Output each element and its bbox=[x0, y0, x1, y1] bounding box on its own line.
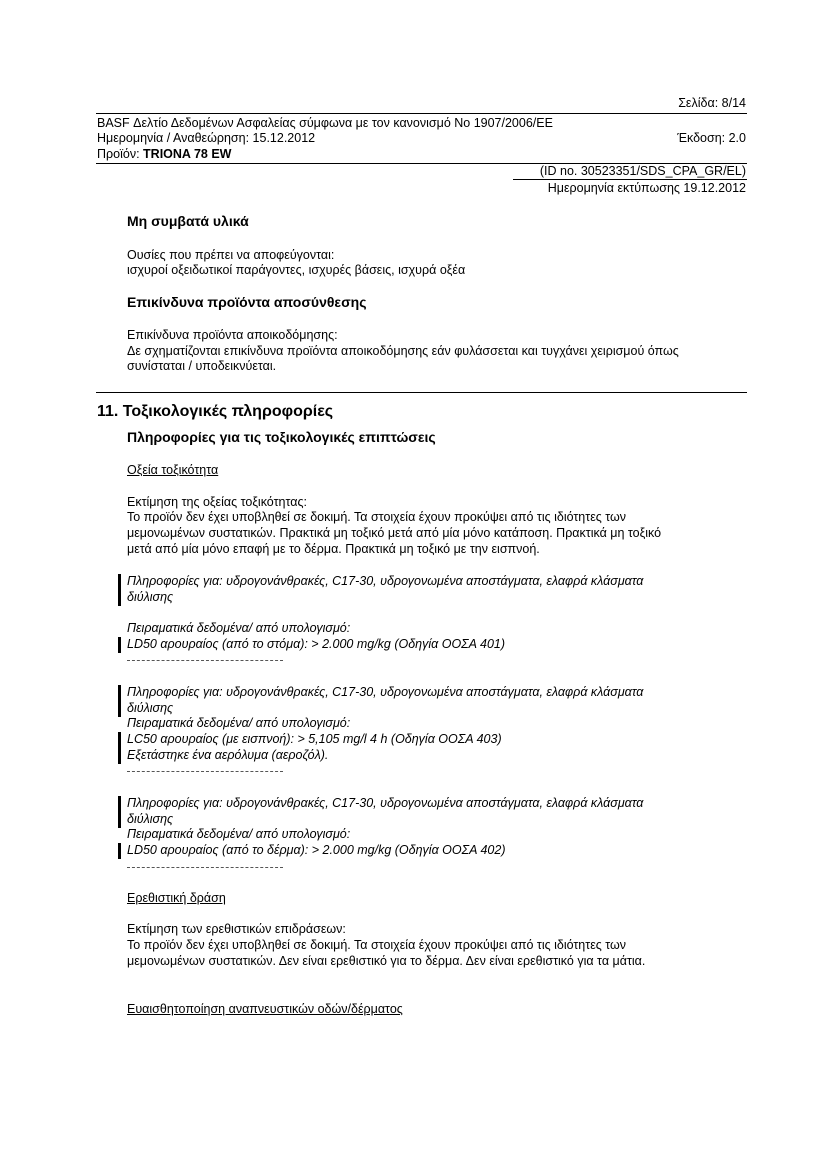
change-bar bbox=[118, 732, 121, 764]
block1-line-2: διύλισης bbox=[127, 590, 174, 604]
id-number: (ID no. 30523351/SDS_CPA_GR/EL) bbox=[539, 164, 746, 178]
print-date: Ημερομηνία εκτύπωσης 19.12.2012 bbox=[547, 181, 746, 195]
change-bar bbox=[118, 685, 121, 717]
change-bar bbox=[118, 574, 121, 606]
date-revision: Ημερομηνία / Αναθεώρηση: 15.12.2012 bbox=[97, 131, 316, 145]
product-line bbox=[97, 147, 231, 161]
irritation-line-2: Το προϊόν δεν έχει υποβληθεί σε δοκιμή. Τα στοιχεία έχουν προκύψει από τις ιδιότητες των bbox=[127, 938, 627, 952]
sensitization-title: Ευαισθητοποίηση αναπνευστικών οδών/δέρματος bbox=[127, 1002, 403, 1016]
section-divider bbox=[96, 392, 747, 393]
irritation-line-3: μεμονωμένων συστατικών. Δεν είναι ερεθιστικό για το δέρμα. Δεν είναι ερεθιστικό για τα μάτια. bbox=[127, 954, 646, 968]
decomposition-line-2: Δε σχηματίζονται επικίνδυνα προϊόντα αποικοδόμησης εάν φυλάσσεται και τυγχάνει χειρισμού όπως bbox=[127, 344, 679, 358]
section-11-subheading: Πληροφορίες για τις τοξικολογικές επιπτώσεις bbox=[127, 429, 436, 445]
dashed-separator bbox=[127, 867, 283, 868]
incompatible-line-1: Ουσίες που πρέπει να αποφεύγονται: bbox=[127, 248, 335, 262]
block2-line-5: Εξετάστηκε ένα αερόλυμα (αεροζόλ). bbox=[127, 748, 329, 762]
incompatible-heading: Μη συμβατά υλικά bbox=[127, 213, 249, 229]
header-rule-id bbox=[513, 179, 747, 180]
decomposition-heading: Επικίνδυνα προϊόντα αποσύνθεσης bbox=[127, 294, 367, 310]
acute-line-2: Το προϊόν δεν έχει υποβληθεί σε δοκιμή. Τα στοιχεία έχουν προκύψει από τις ιδιότητες των bbox=[127, 510, 627, 524]
document-title: BASF Δελτίο Δεδομένων Ασφαλείας σύμφωνα με τον κανονισμό Νο 1907/2006/ΕΕ bbox=[97, 116, 553, 130]
block3-line-4: LD50 αρουραίος (από το δέρμα): > 2.000 mg/kg (Οδηγία ΟΟΣΑ 402) bbox=[127, 843, 506, 857]
change-bar bbox=[118, 796, 121, 828]
decomposition-line-1: Επικίνδυνα προϊόντα αποικοδόμησης: bbox=[127, 328, 338, 342]
block2-line-3: Πειραματικά δεδομένα/ από υπολογισμό: bbox=[127, 716, 351, 730]
product-label: Προϊόν: bbox=[97, 147, 140, 161]
change-bar bbox=[118, 843, 121, 859]
version: Έκδοση: 2.0 bbox=[677, 131, 746, 145]
product-name: TRIONA 78 EW bbox=[143, 147, 232, 161]
acute-line-1: Εκτίμηση της οξείας τοξικότητας: bbox=[127, 495, 307, 509]
block1-line-3: Πειραματικά δεδομένα/ από υπολογισμό: bbox=[127, 621, 351, 635]
dashed-separator bbox=[127, 771, 283, 772]
block3-line-3: Πειραματικά δεδομένα/ από υπολογισμό: bbox=[127, 827, 351, 841]
acute-line-3: μεμονωμένων συστατικών. Πρακτικά μη τοξικό μετά από μία μόνο κατάποση. Πρακτικά μη τοξικό bbox=[127, 526, 662, 540]
irritation-title: Ερεθιστική δράση bbox=[127, 891, 226, 905]
acute-toxicity-title: Οξεία τοξικότητα bbox=[127, 463, 219, 477]
block1-line-4: LD50 αρουραίος (από το στόμα): > 2.000 mg/kg (Οδηγία ΟΟΣΑ 401) bbox=[127, 637, 506, 651]
decomposition-line-3: συνίσταται / υποδεικνύεται. bbox=[127, 359, 277, 373]
section-11-heading: 11. Τοξικολογικές πληροφορίες bbox=[97, 403, 334, 420]
block3-line-2: διύλισης bbox=[127, 812, 174, 826]
block1-line-1: Πληροφορίες για: υδρογονάνθρακές, C17-30, υδρογονωμένα αποστάγματα, ελαφρά κλάσματα bbox=[127, 574, 644, 588]
block2-line-4: LC50 αρουραίος (με εισπνοή): > 5,105 mg/l 4 h (Οδηγία ΟΟΣΑ 403) bbox=[127, 732, 502, 746]
change-bar bbox=[118, 637, 121, 653]
block3-line-1: Πληροφορίες για: υδρογονάνθρακές, C17-30, υδρογονωμένα αποστάγματα, ελαφρά κλάσματα bbox=[127, 796, 644, 810]
header-rule-top bbox=[96, 113, 747, 114]
page-number: Σελίδα: 8/14 bbox=[678, 96, 746, 110]
incompatible-line-2: ισχυροί οξειδωτικοί παράγοντες, ισχυρές βάσεις, ισχυρά οξέα bbox=[127, 263, 466, 277]
acute-line-4: μετά από μία μόνο επαφή με το δέρμα. Πρακτικά μη τοξικό με την εισπνοή. bbox=[127, 542, 540, 556]
irritation-line-1: Εκτίμηση των ερεθιστικών επιδράσεων: bbox=[127, 922, 346, 936]
block2-line-2: διύλισης bbox=[127, 701, 174, 715]
dashed-separator bbox=[127, 660, 283, 661]
block2-line-1: Πληροφορίες για: υδρογονάνθρακές, C17-30, υδρογονωμένα αποστάγματα, ελαφρά κλάσματα bbox=[127, 685, 644, 699]
